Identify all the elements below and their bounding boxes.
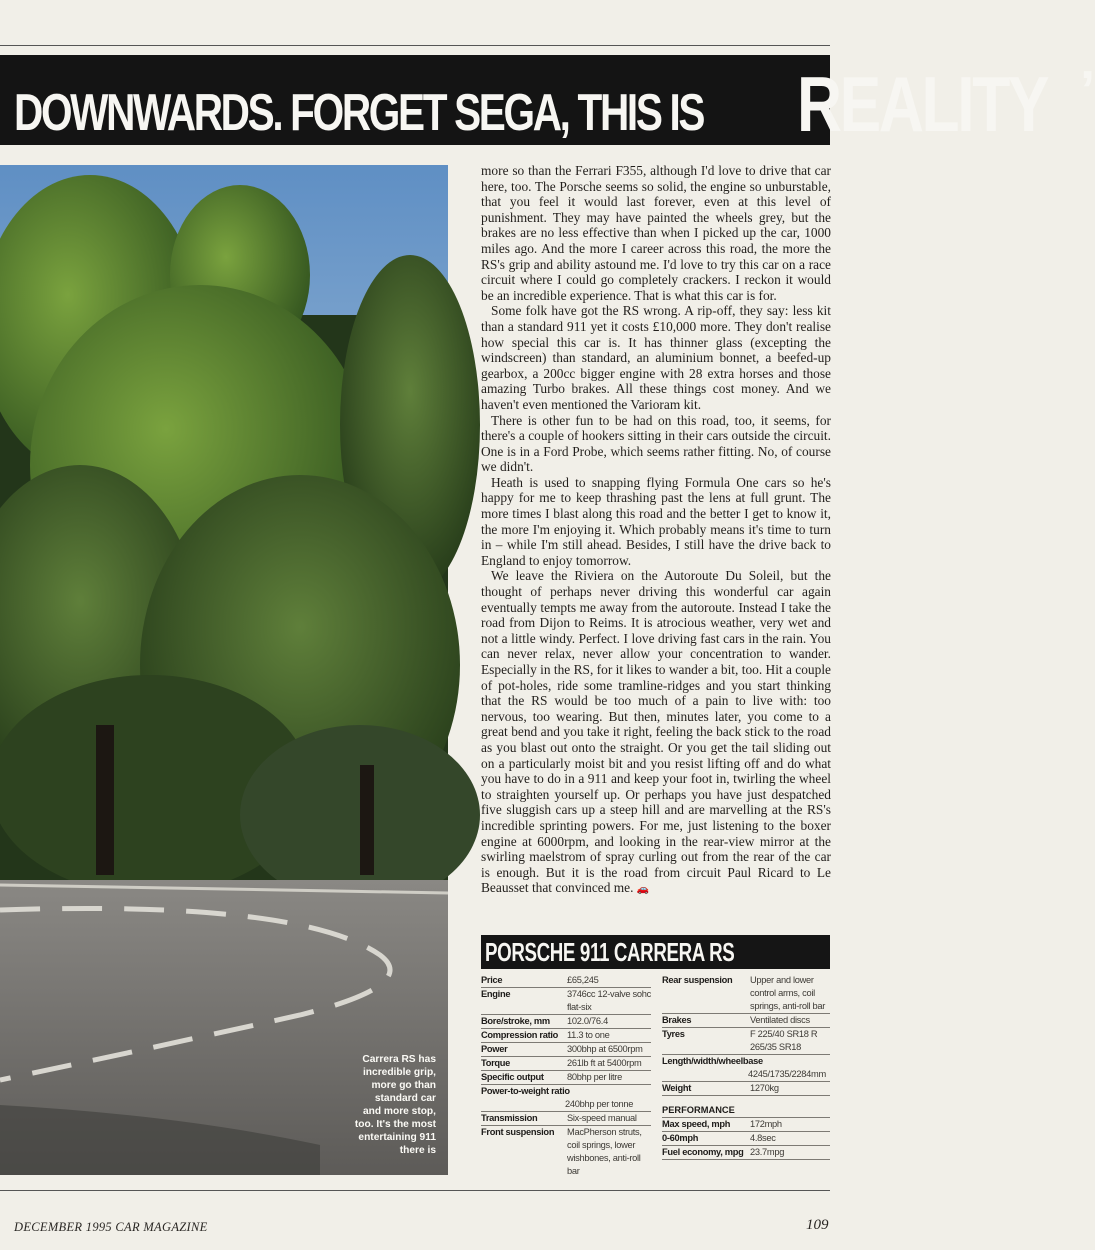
headline-emphasis: REALITY <box>797 59 1048 148</box>
spec-row: Front suspension MacPherson struts, coil springs, lower wishbones, anti-roll bar <box>481 1127 642 1176</box>
issue-footer: DECEMBER 1995 CAR MAGAZINE <box>14 1220 208 1234</box>
spec-column-right <box>662 974 830 1178</box>
spec-row: Torque 261lb ft at 5400rpm <box>481 1057 651 1071</box>
spec-row: Brakes Ventilated discs <box>662 1014 830 1028</box>
spec-row: Rear suspension Upper and lower control arms, coil springs, anti-roll bar <box>662 974 830 1014</box>
headline-banner <box>0 55 1095 148</box>
spec-row: Price £65,245 <box>481 974 651 988</box>
spec-row: Weight 1270kg <box>662 1082 830 1096</box>
bottom-rule <box>0 1190 830 1191</box>
photo-caption: Carrera RS has incredible grip, more go than standard car and more stop, too. It's the most entertaining 911 there is <box>354 1054 436 1156</box>
performance-heading: PERFORMANCE <box>662 1104 830 1118</box>
article-body <box>481 163 831 898</box>
article-paragraph: Some folk have got the RS wrong. A rip-off, they say: less kit than a standard 911 yet it costs £10,000 more. They don't realise how special this car is. It has thinner glass (excepting the windscreen) than standard, an aluminium bonnet, a beefed-up gearbox, a 200cc bigger engine with 28 extra horses and those amazing Turbo brakes. All these things cost money. And we haven't even mentioned the Varioram kit. <box>481 303 831 412</box>
spec-row: Max speed, mph 172mph <box>662 1118 830 1132</box>
headline-text: DOWNWARDS. FORGET SEGA, THIS IS <box>14 84 704 142</box>
spec-row: Engine 3746cc 12-valve sohc flat-six <box>481 988 651 1015</box>
spec-row: Bore/stroke, mm 102.0/76.4 <box>481 1015 651 1029</box>
car-end-icon: 🚗 <box>636 884 650 896</box>
spec-row: Compression ratio 11.3 to one <box>481 1029 651 1043</box>
spec-value-power-to-weight: 240bhp per tonne <box>481 1098 651 1112</box>
road-trees-photo <box>0 165 448 1175</box>
spec-table <box>481 935 830 1175</box>
article-paragraph: more so than the Ferrari F355, although I'd love to drive that car here, too. The Porsche seems so solid, the engine so unburstable, that you feel it would last forever, even at this level of punishment. They may have painted the wheels grey, but the brakes are no less effective than when I picked up the car, 1000 miles ago. And the more I career across this road, the more the RS's grip and ability astound me. I'd love to try this car on a race circuit where I could go completely crackers. I reckon it would be an incredible experience. That is what this car is for. <box>481 163 831 303</box>
spec-title: PORSCHE 911 CARRERA RS <box>481 935 830 969</box>
spec-column-left <box>481 974 651 1178</box>
spec-row: Tyres F 225/40 SR18 R 265/35 SR18 <box>662 1028 830 1055</box>
article-paragraph-text: We leave the Riviera on the Autoroute Du Soleil, but the thought of perhaps never driving this wonderful car again eventually tempts me away from the autoroute. Instead I take the road from Dijon to Reims. It is atrocious weather, very wet and not a little windy. Perfect. I love driving fast cars in the rain. You can never relax, never allow your concentration to wander. Especially in the RS, for it likes to wander a bit, too. Hit a couple of pot-holes, ride some tramline-ridges and you start thinking that the RS would be too much of a pain to live with: too nervous, too wearing. But then, minutes later, you come to a great bend and you take it right, feeling the back stick to the road as you blast out onto the straight. Or you get the tail sliding out on a particularly moist bit and you resist lifting off and do what you have to do in a 911 and keep your foot in, twirling the wheel to straighten yourself up. Or perhaps you have just despatched five sluggish cars up a steep hill and are marvelling at the RS's incredible sprinting powers. For me, just listening to the boxer engine at 6000rpm, and looking in the rear-view mirror at the swirling maelstrom of spray curling out from the rear of the car is enough. But it is the road from circuit Paul Ricard to Le Beausset that convinced me. <box>481 568 831 896</box>
spec-row: 0-60mph 4.8sec <box>662 1132 830 1146</box>
top-rule <box>0 45 830 46</box>
spec-row: Transmission Six-speed manual <box>481 1112 651 1126</box>
article-paragraph: There is other fun to be had on this road, too, it seems, for there's a couple of hookers sitting in their cars outside the circuit. One is in a Ford Probe, which seems rather fitting. No, of course we didn't. <box>481 412 831 475</box>
article-paragraph: Heath is used to snapping flying Formula One cars so he's happy for me to keep thrashing past the lens at full grunt. The more times I blast along this road and the better I get to know it, the more I'm enjoying it. Which probably means it's time to turn in – while I'm still ahead. Besides, I still have the drive back to England to enjoy tomorrow. <box>481 474 831 568</box>
spec-row: Specific output 80bhp per litre <box>481 1071 651 1085</box>
page-number: 109 <box>806 1217 829 1233</box>
spec-row: Fuel economy, mpg 23.7mpg <box>662 1146 830 1160</box>
spec-label-power-to-weight: Power-to-weight ratio <box>481 1086 570 1096</box>
spec-row: Power 300bhp at 6500rpm <box>481 1043 651 1057</box>
spec-value-dimensions: 4245/1735/2284mm <box>662 1068 830 1082</box>
headline-quote-mark: ’ <box>1080 60 1095 120</box>
spec-label-dimensions: Length/width/wheelbase <box>662 1056 763 1066</box>
article-paragraph <box>481 568 831 897</box>
